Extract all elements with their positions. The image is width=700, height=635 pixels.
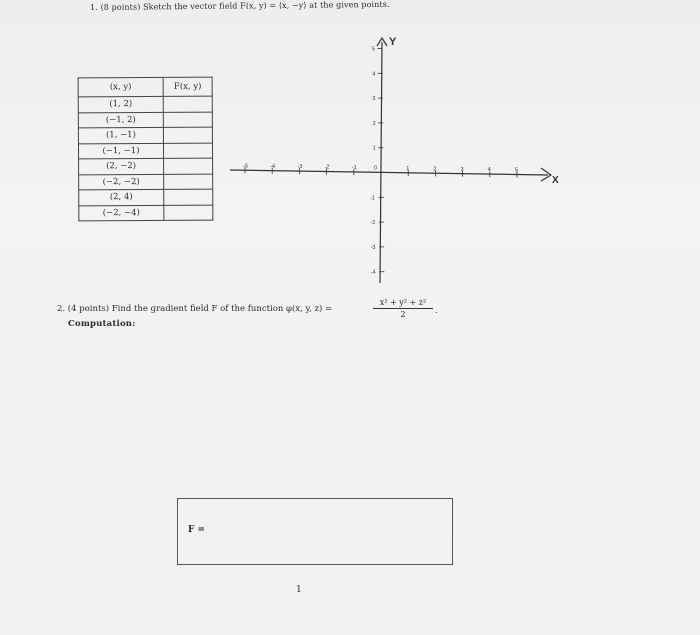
x-tick-label: 3 (460, 166, 464, 173)
x-tick-label: 0 (374, 165, 378, 172)
x-tick-label: 1 (406, 165, 410, 172)
x-tick-label: -4 (270, 163, 276, 170)
table-cell-point: (1, 2) (78, 96, 163, 112)
table-cell-point: (1, −1) (78, 127, 163, 143)
potential-function-fraction (373, 298, 433, 319)
page-number: 1 (296, 585, 302, 595)
x-tick-label: -5 (243, 163, 248, 170)
table-cell-point: (2, −2) (79, 158, 164, 174)
table-header-fxy: F(x, y) (163, 77, 212, 96)
table-cell-point: (−1, −1) (78, 143, 163, 159)
y-tick-label: -3 (370, 244, 376, 251)
answer-box[interactable] (177, 498, 453, 565)
x-tick-label: 4 (487, 167, 491, 174)
y-axis-label: Y (389, 36, 397, 48)
table-header-xy: (x, y) (78, 77, 163, 96)
y-tick-label: -1 (370, 195, 376, 202)
y-tick-label: 1 (372, 145, 376, 152)
answer-label: F = (188, 525, 206, 535)
x-tick-label: 5 (515, 167, 519, 174)
table-cell-point: (−2, −2) (79, 174, 164, 190)
table-cell-point: (2, 4) (79, 189, 164, 205)
y-tick-label: -2 (370, 220, 376, 227)
question-1-text: 1. (90, 2, 98, 12)
fraction-denominator: 2 (400, 310, 406, 319)
question-1-points: (8 points) (100, 2, 141, 12)
computation-label: Computation: (68, 319, 136, 329)
question-1-prompt: Sketch the vector field F(x, y) = ⟨x, −y⟩ at the given points. (142, 0, 390, 12)
y-tick-label: 3 (372, 96, 376, 103)
x-tick-label: 2 (433, 166, 437, 173)
x-axis-line (230, 167, 548, 175)
x-tick-label: -1 (351, 165, 357, 172)
y-tick-label: 5 (372, 46, 376, 53)
x-tick-label: -3 (297, 164, 303, 171)
fraction-numerator: x² + y² + z² (373, 298, 433, 309)
table-cell-point: (−1, 2) (78, 112, 163, 128)
x-tick-label: -2 (324, 164, 330, 171)
y-tick-label: 4 (372, 71, 376, 78)
question-2-text: 2. (4 points) Find the gradient field F of the function φ(x, y, z) = (57, 304, 333, 314)
table-cell-point: (−2, −4) (79, 205, 164, 221)
y-tick-label: 2 (372, 120, 376, 127)
x-axis-label: X (552, 175, 559, 186)
y-tick-label: -4 (370, 269, 376, 276)
question-2-period: . (435, 306, 438, 316)
